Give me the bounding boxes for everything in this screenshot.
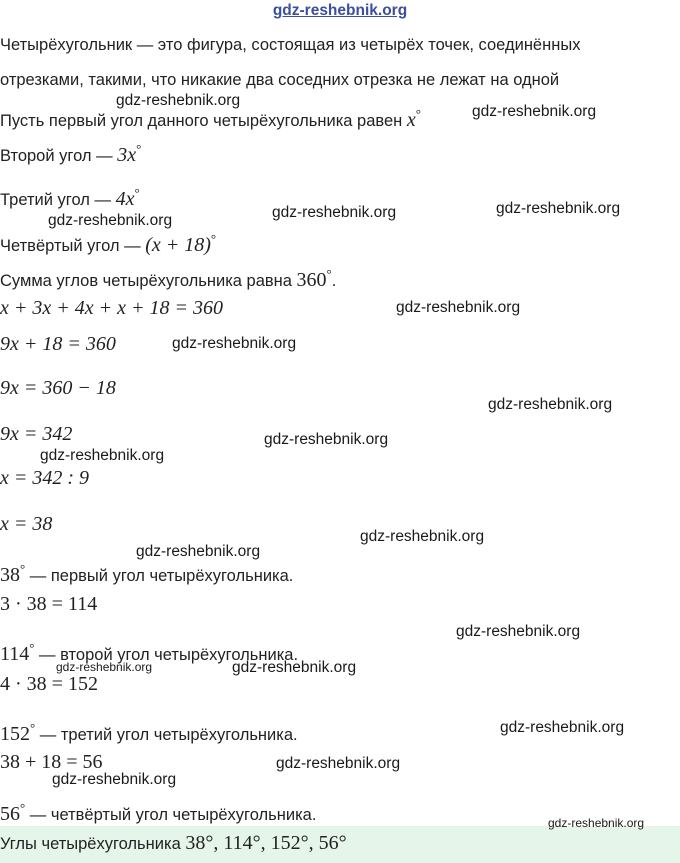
watermark: gdz-reshebnik.org	[276, 755, 401, 772]
first-angle-result	[0, 558, 293, 587]
intro-var-x: x°	[406, 106, 421, 131]
equation-3: 9x = 360 − 18	[0, 377, 116, 399]
third-angle-label: Третий угол —	[0, 191, 116, 209]
third-angle-value: 152°	[0, 720, 36, 745]
watermark: gdz-reshebnik.org	[136, 543, 261, 560]
watermark: gdz-reshebnik.org	[232, 659, 357, 676]
calc-second-angle: 3 · 38 = 114	[0, 593, 98, 615]
third-angle-text: — третий угол четырёхугольника.	[35, 726, 298, 744]
fourth-angle-expr: (x + 18)°	[145, 231, 217, 256]
second-angle-value: 114°	[0, 640, 35, 665]
watermark: gdz-reshebnik.org	[472, 103, 597, 120]
equation-2: 9x + 18 = 360	[0, 333, 116, 355]
fourth-angle-result	[0, 797, 316, 826]
third-angle-result	[0, 717, 298, 746]
fourth-angle-line	[0, 228, 216, 257]
intro-line-2: отрезками, такими, что никакие два соседних отрезка не лежат на одной	[0, 71, 560, 89]
watermark: gdz-reshebnik.org	[52, 771, 177, 788]
angle-sum-line: Сумма углов четырёхугольника равна 360°.	[0, 266, 337, 291]
watermark: gdz-reshebnik.org	[500, 719, 625, 736]
watermark: gdz-reshebnik.org	[48, 212, 173, 229]
third-angle-expr: 4x°	[115, 185, 140, 210]
intro-line-3-text: Пусть первый угол данного четырёхугольника равен	[0, 112, 407, 130]
calc-fourth-angle: 38 + 18 = 56	[0, 751, 103, 773]
watermark: gdz-reshebnik.org	[548, 816, 645, 830]
second-angle-expr: 3x°	[117, 141, 142, 166]
second-angle-label: Второй угол —	[0, 147, 118, 165]
fourth-angle-value: 56°	[0, 800, 26, 825]
calc-third-angle: 4 · 38 = 152	[0, 673, 98, 695]
fourth-angle-label: Четвёртый угол —	[0, 237, 146, 255]
intro-line-1: Четырёхугольник — это фигура, состоящая из четырёх точек, соединённых	[0, 36, 581, 54]
first-angle-text: — первый угол четырёхугольника.	[25, 567, 294, 585]
watermark: gdz-reshebnik.org	[272, 204, 397, 221]
watermark: gdz-reshebnik.org	[40, 447, 165, 464]
watermark: gdz-reshebnik.org	[172, 335, 297, 352]
watermark: gdz-reshebnik.org	[456, 623, 581, 640]
watermark: gdz-reshebnik.org	[396, 299, 521, 316]
watermark: gdz-reshebnik.org	[360, 528, 485, 545]
watermark: gdz-reshebnik.org	[496, 200, 621, 217]
second-angle-line	[0, 138, 141, 167]
first-angle-value: 38°	[0, 561, 26, 586]
angle-sum-label: Сумма углов четырёхугольника равна	[0, 272, 297, 290]
answer-label: Углы четырёхугольника	[0, 835, 186, 853]
watermark: gdz-reshebnik.org	[488, 396, 613, 413]
second-angle-text: — второй угол четырёхугольника.	[34, 646, 299, 664]
equation-6: x = 38	[0, 513, 53, 535]
watermark-top[interactable]: gdz-reshebnik.org	[272, 2, 408, 19]
watermark: gdz-reshebnik.org	[264, 431, 389, 448]
fourth-angle-text: — четвёртый угол четырёхугольника.	[25, 806, 317, 824]
watermark: gdz-reshebnik.org	[116, 92, 241, 109]
equation-4: 9x = 342	[0, 423, 73, 445]
angle-sum-value: 360°	[296, 266, 332, 291]
equation-1: x + 3x + 4x + x + 18 = 360	[0, 297, 223, 319]
equation-5: x = 342 : 9	[0, 467, 90, 489]
answer-line	[0, 832, 347, 855]
answer-values: 38°, 114°, 152°, 56°	[185, 832, 347, 854]
third-angle-line	[0, 182, 140, 211]
watermark: gdz-reshebnik.org	[56, 660, 153, 674]
